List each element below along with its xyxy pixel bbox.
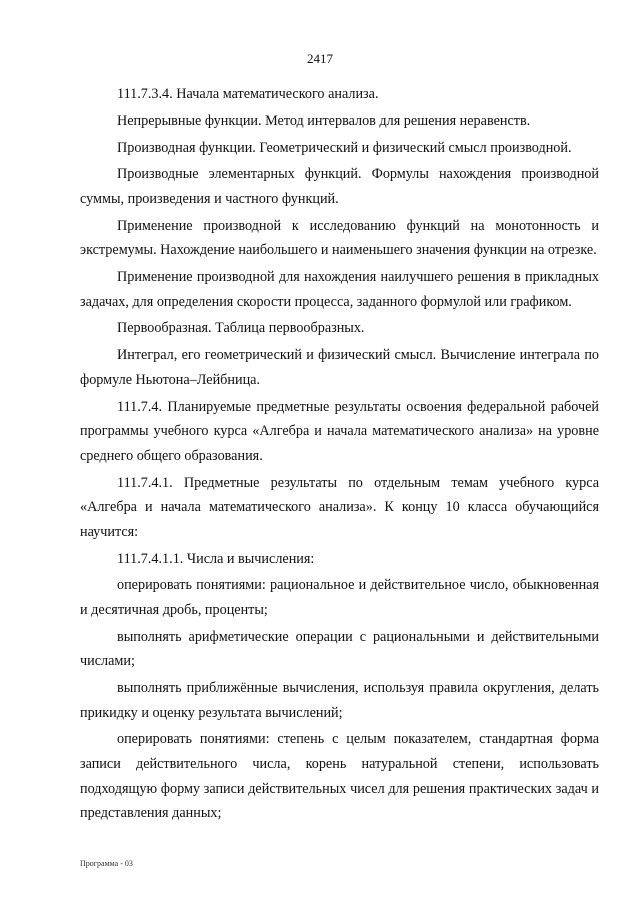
paragraph: Интеграл, его геометрический и физический смысл. Вычисление интеграла по формуле Ньютона–Лейбница. xyxy=(80,347,599,388)
document-body xyxy=(80,82,599,826)
section-heading-111-7-4: 111.7.4. Планируемые предметные результаты освоения федеральной рабочей программы учебного курса «Алгебра и начала математического анализа» на уровне среднего общего образования. xyxy=(80,398,599,464)
paragraph: Первообразная. Таблица первообразных. xyxy=(117,320,365,337)
paragraph: Производная функции. Геометрический и физический смысл производной. xyxy=(117,139,572,156)
paragraph: Применение производной к исследованию функций на монотонность и экстремумы. Нахождение наибольшего и наименьшего значения функции на отрезке. xyxy=(80,217,599,259)
paragraph: Производные элементарных функций. Формулы нахождения производной суммы, произведения и частного функций. xyxy=(80,166,599,207)
list-item: выполнять приближённые вычисления, используя правила округления, делать прикидку и оценку результата вычислений; xyxy=(80,680,599,721)
page-number: 2417 xyxy=(307,51,333,66)
list-item: оперировать понятиями: рациональное и действительное число, обыкновенная и десятичная дробь, проценты; xyxy=(80,577,599,618)
list-item: выполнять арифметические операции с рациональными и действительными числами; xyxy=(80,628,599,670)
paragraph: Непрерывные функции. Метод интервалов для решения неравенств. xyxy=(117,112,531,129)
section-heading-111-7-4-1: 111.7.4.1. Предметные результаты по отдельным темам учебного курса «Алгебра и начала математического анализа». К концу 10 класса обучающийся научится: xyxy=(80,474,599,540)
list-item: оперировать понятиями: степень с целым показателем, стандартная форма записи действительного числа, корень натуральной степени, использовать подходящую форму записи действительных чисел для решения практических задач и представления данных; xyxy=(80,731,599,822)
paragraph: Применение производной для нахождения наилучшего решения в прикладных задачах, для определения скорости процесса, заданного формулой или графиком. xyxy=(80,269,599,310)
footer-label: Программа - 03 xyxy=(80,859,133,868)
section-heading-111-7-3-4: 111.7.3.4. Начала математического анализа. xyxy=(117,86,379,102)
section-heading-111-7-4-1-1: 111.7.4.1.1. Числа и вычисления: xyxy=(117,550,315,567)
